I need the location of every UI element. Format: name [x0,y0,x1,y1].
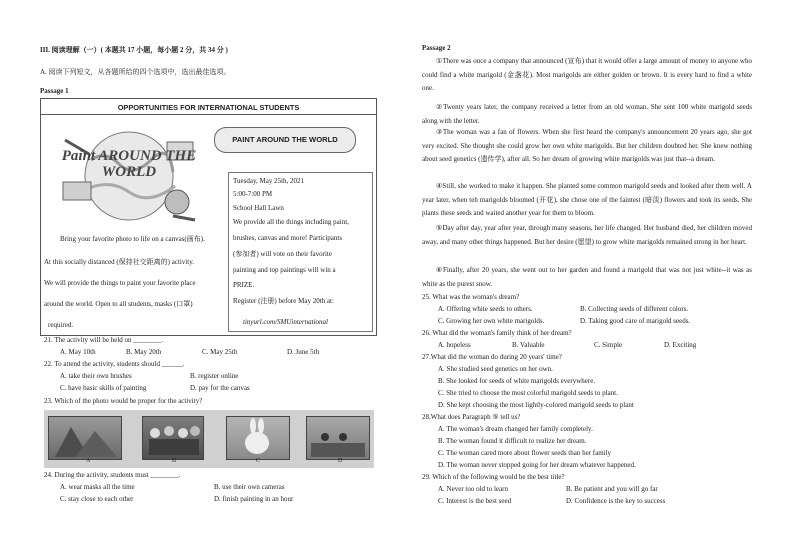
passage1-label: Passage 1 [40,87,69,95]
option: B. May 20th [126,348,162,356]
photo-b [142,416,204,460]
option: C. have basic skills of painting [60,384,147,392]
poster-text-line: required. [48,321,74,329]
passage2-paragraph: ④Still, she worked to make it happen. She planted some common marigold seeds and looked after them well. A year later, when teh marigolds bloomed (开花), she chose one of the faintest (暗淡) flowers and took its seeds. She plants these seeds and waited another year for them to bloom. [422,182,752,217]
option: D. The woman never stopped going for her dream whatever happened. [438,461,636,469]
option: C. Growing her own white marigolds. [438,317,545,325]
passage2-paragraph: ⑥Finally, after 20 years, she went out to her garden and found a marigold that was not just white--it was as white as the purest snow. [422,266,752,288]
question-stem: 24. During the activity, students must ________. [44,471,181,479]
option: A. May 10th [60,348,96,356]
option: D. Taking good care of marigold seeds. [580,317,691,325]
option: D. finish painting in an hour [214,495,294,503]
poster-text-line: Bring your favorite photo to life on a canvas(画布). [60,235,205,243]
option: A. wear masks all the time [60,483,135,491]
question-stem: 23. Which of the photo would be proper for the activity? [44,397,203,405]
option: D. pay for the canvas [190,384,250,392]
option: A. Offering white seeds to others. [438,305,533,313]
register-url: tinyurl.com/SMUinternational [243,318,328,326]
photo-d [306,416,370,460]
poster-title: OPPORTUNITIES FOR INTERNATIONAL STUDENTS [117,103,300,112]
option: B. Collecting seeds of different colors. [580,305,689,313]
option: C. She tried to choose the most colorful marigold seeds to plant. [438,389,618,397]
event-info-line: PRIZE. [233,281,255,289]
option: D. She kept choosing the most lightly-colored marigold seeds to plant [438,401,634,409]
option: D. Confidence is the key to success [566,497,666,505]
event-info-line: Register (注册) before May 20th at: [233,297,334,305]
passage2-paragraph: ③The woman was a fan of flowers. When she first heard the company's announcement 20 years ago, she got very excited. She thought she could grow her own white marigolds. But her children doubted her. She knew nothing about seed genetics (遗传学), after all. So her dream of growing white marigolds was just that--a dream. [422,128,752,163]
event-info-line: We provide all the things including paint, [233,218,349,226]
passage2-paragraph: ⑤Day after day, year after year, through many seasons, her life changed. Her husband died, her children moved away, and many other things happened. But her desire (愿望) to grow white marigolds remained strong in her heart. [422,224,752,246]
option: C. The woman cared more about flower seeds than her family [438,449,612,457]
poster-text-line: At this socially distanced (保持社交距离的) activity. [44,258,195,266]
option: B. The woman found it difficult to realize her dream. [438,437,587,445]
paint-logo-illustration [55,120,203,226]
section-header: III. 阅读理解（一）( 本题共 17 小题，每小题 2 分，共 34 分 ) [40,46,228,54]
event-info-line: painting and top paintings will win a [233,266,336,274]
option: C. stay close to each other [60,495,134,503]
section-instruction: A. 阅读下列短文，从各题所给的四个选项中，选出最佳选项。 [40,68,231,76]
passage2-label: Passage 2 [422,44,451,52]
logo-text: Paint AROUND THE WORLD [61,148,197,180]
passage2-paragraph: ②Twenty years later, the company received a letter from an old woman. She sent 100 white marigold seeds along with the letter. [422,103,752,125]
option: C. Simple [594,341,623,349]
event-info-line: (参加者) will vote on their favorite [233,250,332,258]
question-stem: 26. What did the woman's family think of her dream? [422,329,572,337]
event-date: Tuesday, May 25th, 2021 [233,177,305,185]
option: A. Never too old to learn [438,485,508,493]
option: C. Interest is the best seed [438,497,512,505]
option: B. register online [190,372,239,380]
option: A. The woman's dream changed her family completely. [438,425,593,433]
event-time: 5:00-7:00 PM [233,190,273,198]
photo-c [226,416,290,460]
photo-label: D [338,458,343,464]
photo-label: C [256,458,261,464]
event-place: School Hall Lawn [233,204,284,212]
photo-label: B [172,458,177,464]
option: B. Be patient and you will go far [566,485,658,493]
question-stem: 27.What did the woman do during 20 years' time? [422,353,562,361]
option: D. Exciting [664,341,697,349]
photo-a [48,416,122,460]
question-stem: 25. What was the woman's dream? [422,293,520,301]
passage2-paragraph: ①There was once a company that announced (宣布) that it would offer a large amount of money to anyone who could find a white marigold (金盏花). Most marigolds are either golden or brown. It is every hard to find a white one. [422,57,752,92]
option: B. She looked for seeds of white marigolds everywhere. [438,377,596,385]
poster-text-line: We will provide the things to paint your favorite place [44,279,196,287]
poster-divider [41,114,376,115]
question-stem: 28.What does Paragraph ⑤ tell us? [422,413,521,421]
question-stem: 29. Which of the following would be the best title? [422,473,565,481]
question-stem: 21. The activity will be held on ________. [44,336,164,344]
event-info-line: brushes, canvas and more! Participants [233,234,343,242]
option: B. Valuable [512,341,545,349]
paint-around-banner: PAINT AROUND THE WORLD [214,127,356,153]
option: D. June 5th [287,348,320,356]
question-stem: 22. To attend the activity, students should ______. [44,360,185,368]
option: B. use their own cameras [214,483,285,491]
option: C. May 25th [202,348,238,356]
photo-label: A [86,458,91,464]
option: A. hopeless [438,341,471,349]
option: A. take their own brushes [60,372,132,380]
option: A. She studied seed genetics on her own. [438,365,553,373]
poster-text-line: around the world. Open to all students, masks (口罩) [44,300,193,308]
